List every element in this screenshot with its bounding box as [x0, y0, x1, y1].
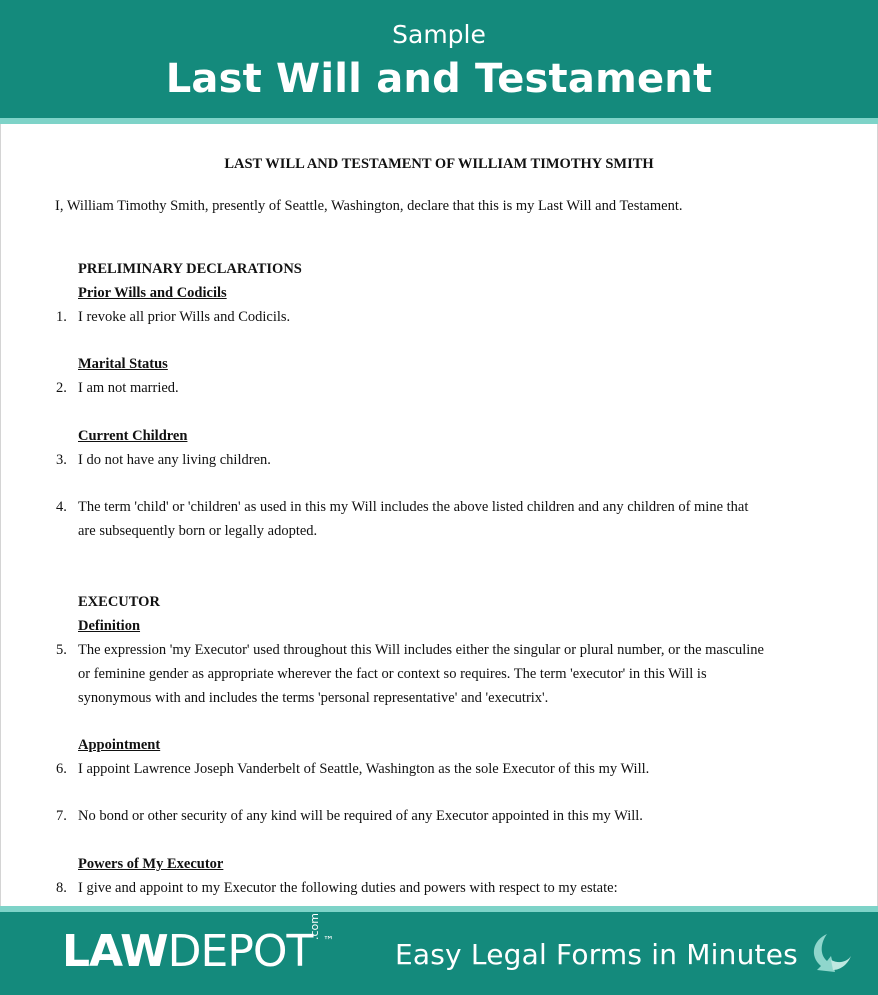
section-heading-preliminary: PRELIMINARY DECLARATIONS	[78, 261, 302, 277]
subheading-marital-status: Marital Status	[78, 356, 168, 372]
logo-law-text: LAW	[62, 926, 168, 977]
item-number: 5.	[56, 642, 67, 658]
item-number: 7.	[56, 808, 67, 824]
item-number: 8.	[56, 880, 67, 896]
header-title: Last Will and Testament	[165, 56, 713, 102]
footer-tagline: Easy Legal Forms in Minutes	[395, 938, 798, 971]
item-number: 4.	[56, 499, 67, 515]
curved-arrow-icon	[803, 930, 853, 978]
document-intro: I, William Timothy Smith, presently of Seattle, Washington, declare that this is my Last Will and Testament.	[55, 198, 683, 214]
item-text: I do not have any living children.	[78, 452, 271, 468]
logo-trademark: ™	[323, 934, 334, 947]
item-text: I revoke all prior Wills and Codicils.	[78, 309, 291, 325]
subheading-appointment: Appointment	[78, 737, 161, 753]
header-subtitle: Sample	[392, 20, 486, 49]
item-text-continued: are subsequently born or legally adopted.	[78, 523, 318, 539]
item-number: 1.	[56, 309, 67, 325]
item-number: 6.	[56, 761, 67, 777]
document-title: LAST WILL AND TESTAMENT OF WILLIAM TIMOTHY SMITH	[224, 156, 654, 172]
subheading-current-children: Current Children	[78, 428, 188, 444]
item-text: I am not married.	[78, 380, 179, 396]
lawdepot-logo[interactable]	[62, 926, 312, 977]
item-number: 3.	[56, 452, 67, 468]
header-banner	[0, 0, 878, 118]
item-text: The expression 'my Executor' used throughout this Will includes either the singular or plural number, or the masculine	[78, 642, 764, 658]
footer-banner	[0, 912, 878, 995]
item-text: I appoint Lawrence Joseph Vanderbelt of Seattle, Washington as the sole Executor of this my Will.	[78, 761, 650, 777]
logo-com-text: .com	[308, 913, 321, 940]
subheading-prior-wills: Prior Wills and Codicils	[78, 285, 227, 301]
section-heading-executor: EXECUTOR	[78, 594, 160, 610]
subheading-definition: Definition	[78, 618, 141, 634]
item-text: I give and appoint to my Executor the following duties and powers with respect to my estate:	[78, 880, 618, 896]
item-text-continued: synonymous with and includes the terms 'personal representative' and 'executrix'.	[78, 690, 549, 706]
document-page	[0, 124, 878, 906]
item-text-continued: or feminine gender as appropriate wherever the fact or context so requires. The term 'executor' in this Will is	[78, 666, 707, 682]
logo-depot-text: DEPOT	[167, 926, 313, 977]
item-text: No bond or other security of any kind will be required of any Executor appointed in this my Will.	[78, 808, 643, 824]
subheading-powers-of-executor: Powers of My Executor	[78, 856, 224, 872]
item-text: The term 'child' or 'children' as used in this my Will includes the above listed children and any children of mine that	[78, 499, 749, 515]
item-number: 2.	[56, 380, 67, 396]
